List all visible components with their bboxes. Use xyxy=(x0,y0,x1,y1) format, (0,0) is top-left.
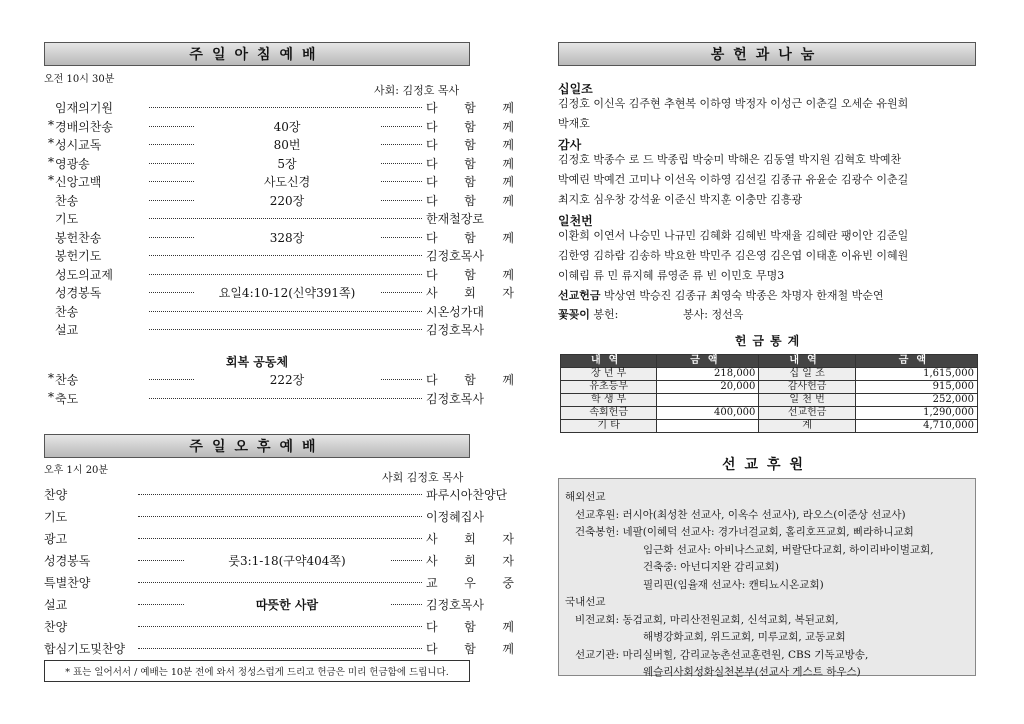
mission-line: 건축중: 아넌디지완 감리교회) xyxy=(643,561,780,573)
thanks-label: 감사 xyxy=(558,138,582,152)
order-row xyxy=(44,550,514,568)
tithe-names-1: 김정호 이신옥 김주현 추현복 이하영 박정자 이성근 이춘길 오세순 유원희 xyxy=(558,97,909,110)
stats-row xyxy=(561,407,978,420)
stats-row xyxy=(561,394,978,407)
mission-line: 해병강화교회, 위드교회, 미루교회, 교동교회 xyxy=(643,631,846,643)
stats-column-header: 금액 xyxy=(855,355,977,368)
order-item-label: 성시교독 xyxy=(55,138,102,152)
leader-dots xyxy=(138,626,422,627)
order-row xyxy=(44,638,514,656)
leader-dots xyxy=(149,218,422,219)
stats-amount: 4,710,000 xyxy=(855,420,977,433)
order-row xyxy=(44,153,514,171)
leader-dots xyxy=(138,494,422,495)
order-item-person: 김정호목사 xyxy=(426,598,484,612)
stats-item: 십 일 조 xyxy=(759,368,855,381)
order-row xyxy=(44,528,514,546)
stand-mark: * xyxy=(48,173,54,187)
order-item-person: 파루시아찬양단 xyxy=(426,488,508,502)
mission-support xyxy=(558,452,978,684)
order-item-label: 기도 xyxy=(55,212,79,226)
order-item-label: 성경봉독 xyxy=(44,554,91,568)
ilcheon-names-1: 이환희 이연서 나승민 나규민 김혜화 김혜빈 박재율 김혜란 팽이안 김준일 xyxy=(558,229,909,242)
mission-line: 선교후원: 러시아(최성찬 선교사, 이옥수 선교사), 라오스(이준상 선교사) xyxy=(575,508,906,521)
leader-dots xyxy=(149,274,422,275)
afternoon-service-header: 주일오후예배 xyxy=(44,434,470,458)
stats-item: 선교헌금 xyxy=(759,407,855,420)
ilcheon-label: 일천번 xyxy=(558,214,593,228)
mission-line: 필리핀(임율재 선교사: 캔티뇨시온교회) xyxy=(643,578,824,591)
order-item-detail: 222장 xyxy=(194,371,380,388)
order-row xyxy=(44,506,484,524)
morning-order-list xyxy=(44,97,514,337)
mission-support-header: 선교후원 xyxy=(558,452,976,476)
order-item-person: 시온성가대 xyxy=(426,304,484,319)
flower-label: 꽃꽂이 xyxy=(558,308,590,321)
stats-item: 학 생 부 xyxy=(561,394,657,407)
mission-line: 선교기관: 마리실버힐, 감리교농촌선교훈련원, CBS 기독교방송, xyxy=(575,648,869,661)
order-item-detail: 220장 xyxy=(194,192,380,209)
tithe-label: 십일조 xyxy=(558,82,593,96)
order-row xyxy=(44,171,514,189)
mission-offering-names: 박상연 박승진 김종규 최영숙 박종은 차명자 한재철 박순연 xyxy=(604,289,884,302)
order-row xyxy=(44,484,508,502)
stats-column-header: 내역 xyxy=(561,355,657,368)
order-item-label: 성경봉독 xyxy=(55,286,102,300)
stats-amount: 252,000 xyxy=(855,394,977,407)
leader-dots xyxy=(138,538,422,539)
stats-amount: 915,000 xyxy=(855,381,977,394)
stats-column-header: 내역 xyxy=(759,355,855,368)
thanks-names-2: 박예린 박예건 고미나 이선옥 이하영 김선길 김종규 유윤순 김광수 이춘길 xyxy=(558,173,909,186)
order-row xyxy=(44,227,514,245)
order-item-detail: 40장 xyxy=(194,118,380,135)
mission-support-box xyxy=(558,478,976,676)
order-item-label: 성도의교제 xyxy=(55,267,113,282)
morning-service xyxy=(44,42,514,412)
stand-mark: * xyxy=(48,389,54,404)
stats-amount: 218,000 xyxy=(657,368,759,381)
mission-category: 국내선교 xyxy=(565,596,606,608)
stats-row xyxy=(561,381,978,394)
morning-closing-list xyxy=(44,369,514,409)
order-row xyxy=(44,245,484,263)
order-item-label: 찬송 xyxy=(55,373,79,387)
stats-amount: 20,000 xyxy=(657,381,759,394)
stand-mark: * xyxy=(48,117,54,132)
leader-dots xyxy=(138,516,422,517)
order-item-label: 특별찬양 xyxy=(44,576,91,590)
stats-item: 기 타 xyxy=(561,420,657,433)
stats-item: 속회헌금 xyxy=(561,407,657,420)
thanks-names-1: 김정호 박종수 로 드 박종립 박숭미 박해은 김동열 박지원 김혁호 박예찬 xyxy=(558,153,902,166)
order-item-person: 다 함 께 xyxy=(426,620,514,634)
order-row xyxy=(44,97,514,115)
order-item-label: 광고 xyxy=(44,532,68,546)
order-item-person: 다 함 께 xyxy=(426,119,514,134)
stand-mark: * xyxy=(48,136,54,150)
order-row xyxy=(44,116,514,134)
ilcheon-names-2: 김한영 김하람 김송하 박요한 박민주 김은영 김은엽 이태훈 이유빈 이혜원 xyxy=(558,249,909,262)
stats-item: 일 천 번 xyxy=(759,394,855,407)
order-item-person: 김정호목사 xyxy=(426,391,484,406)
order-item-person: 교 우 중 xyxy=(426,576,514,590)
stats-item: 감사헌금 xyxy=(759,381,855,394)
order-row xyxy=(44,208,484,226)
order-item-label: 영광송 xyxy=(55,156,90,171)
morning-service-header: 주일아침예배 xyxy=(44,42,470,66)
order-item-label: 합심기도및찬양 xyxy=(44,642,126,656)
order-row xyxy=(44,369,514,387)
afternoon-service-leader: 사회 김정호 목사 xyxy=(382,471,464,484)
order-item-label: 찬송 xyxy=(55,304,79,319)
order-item-person: 다 함 께 xyxy=(426,373,514,387)
offering-header: 봉헌과나눔 xyxy=(558,42,976,66)
order-item-label: 찬양 xyxy=(44,620,68,634)
leader-dots xyxy=(138,648,422,649)
order-item-person: 다 함 께 xyxy=(426,642,514,656)
order-row xyxy=(44,594,484,612)
stats-amount: 400,000 xyxy=(657,407,759,420)
order-item-person: 다 함 께 xyxy=(426,267,514,282)
order-item-label: 설교 xyxy=(55,323,79,337)
order-item-person: 사 회 자 xyxy=(426,554,514,568)
order-item-person: 다 함 께 xyxy=(426,230,514,245)
order-item-detail: 룻3:1-18(구약404쪽) xyxy=(184,552,390,569)
stats-amount xyxy=(657,420,759,433)
order-item-person: 사 회 자 xyxy=(426,286,514,300)
leader-dots xyxy=(149,329,422,330)
order-row xyxy=(44,190,514,208)
tithe-names-2: 박재호 xyxy=(558,117,590,130)
order-item-detail: 328장 xyxy=(194,229,380,246)
order-row xyxy=(44,388,484,406)
order-row xyxy=(44,134,514,152)
mission-line: 웨슬리사회성화실천본부(선교사 게스트 하우스) xyxy=(643,666,861,678)
order-item-label: 축도 xyxy=(55,391,79,406)
leader-dots xyxy=(149,255,422,256)
stats-item: 장 년 부 xyxy=(561,368,657,381)
mission-line: 건축봉헌: 네팔(이혜덕 선교사: 경가너걸교회, 홀리호프교회, 삐라하니교회 xyxy=(575,526,914,538)
order-row xyxy=(44,616,514,634)
afternoon-service xyxy=(44,434,514,684)
order-item-detail: 사도신경 xyxy=(194,173,380,190)
order-item-label: 임재의기원 xyxy=(55,101,113,115)
order-item-person: 이정혜집사 xyxy=(426,510,484,524)
stats-amount xyxy=(657,394,759,407)
flower-donor: 봉헌: xyxy=(593,308,619,321)
order-item-label: 신앙고백 xyxy=(55,175,102,189)
order-row xyxy=(44,264,514,282)
order-item-label: 기도 xyxy=(44,510,68,524)
order-item-person: 한재철장로 xyxy=(426,212,484,226)
mission-line: 비전교회: 동검교회, 마리산전원교회, 신석교회, 복된교회, xyxy=(575,613,839,626)
service-note: * 표는 일어서서 / 예배는 10분 전에 와서 정성스럽게 드리고 헌금은 미리 헌금함에 드립니다. xyxy=(44,660,470,682)
mission-line: 임근화 선교사: 아비나스교회, 버랄단다교회, 하이리바이벌교회, xyxy=(643,543,934,556)
stats-item: 유초등부 xyxy=(561,381,657,394)
order-item-label: 봉헌기도 xyxy=(55,249,102,263)
mission-support-list xyxy=(559,479,977,677)
order-item-detail: 80번 xyxy=(194,136,380,153)
stats-row xyxy=(561,368,978,381)
stand-mark: * xyxy=(48,154,54,169)
order-item-detail: 5장 xyxy=(194,155,380,172)
leader-dots xyxy=(149,311,422,312)
stats-title: 헌금통계 xyxy=(734,334,806,348)
order-item-label: 봉헌찬송 xyxy=(55,230,102,245)
leader-dots xyxy=(149,107,422,108)
stats-amount: 1,615,000 xyxy=(855,368,977,381)
stats-column-header: 금액 xyxy=(657,355,759,368)
stats-amount: 1,290,000 xyxy=(855,407,977,420)
order-item-detail: 따뜻한 사람 xyxy=(184,596,390,613)
mission-offering-label: 선교헌금 xyxy=(558,289,601,302)
order-item-detail: 요일4:10-12(신약391쪽) xyxy=(194,284,380,301)
morning-service-leader: 사회: 김정호 목사 xyxy=(374,84,460,97)
stand-mark: * xyxy=(48,371,54,385)
order-item-person: 다 함 께 xyxy=(426,175,514,189)
offering-section xyxy=(558,42,978,332)
mission-offering xyxy=(558,286,884,306)
order-item-label: 설교 xyxy=(44,598,68,612)
stats-item: 계 xyxy=(759,420,855,433)
stats-row xyxy=(561,420,978,433)
order-item-person: 김정호목사 xyxy=(426,323,484,337)
order-row xyxy=(44,282,514,300)
leader-dots xyxy=(149,398,422,399)
order-item-person: 사 회 자 xyxy=(426,532,514,546)
order-item-label: 찬양 xyxy=(44,488,68,502)
order-item-label: 찬송 xyxy=(55,193,79,208)
mission-category: 해외선교 xyxy=(565,491,606,503)
leader-dots xyxy=(138,582,422,583)
order-item-person: 김정호목사 xyxy=(426,249,484,263)
thanks-names-3: 최지호 심우창 강석윤 이준신 박지훈 이충만 김흥광 xyxy=(558,193,803,206)
afternoon-service-time: 오후 1시 20분 xyxy=(44,465,109,476)
order-item-person: 다 함 께 xyxy=(426,193,514,208)
morning-service-time: 오전 10시 30분 xyxy=(44,74,115,85)
order-row xyxy=(44,301,484,319)
order-row xyxy=(44,572,514,590)
sermon-title: 회복 공동체 xyxy=(225,355,289,369)
offering-stats-table xyxy=(560,354,978,433)
offering-stats xyxy=(560,332,980,442)
ilcheon-names-3: 이혜림 류 민 류지혜 류영준 류 빈 이민호 무명3 xyxy=(558,269,785,282)
order-item-label: 경배의찬송 xyxy=(55,119,113,134)
order-item-person: 다 함 께 xyxy=(426,156,514,171)
afternoon-order-list xyxy=(44,484,514,664)
flower-offering xyxy=(558,305,618,325)
order-item-person: 다 함 께 xyxy=(426,101,514,115)
flower-helper: 봉사: 정선옥 xyxy=(683,308,744,321)
order-row xyxy=(44,319,484,337)
order-item-person: 다 함 께 xyxy=(426,138,514,152)
